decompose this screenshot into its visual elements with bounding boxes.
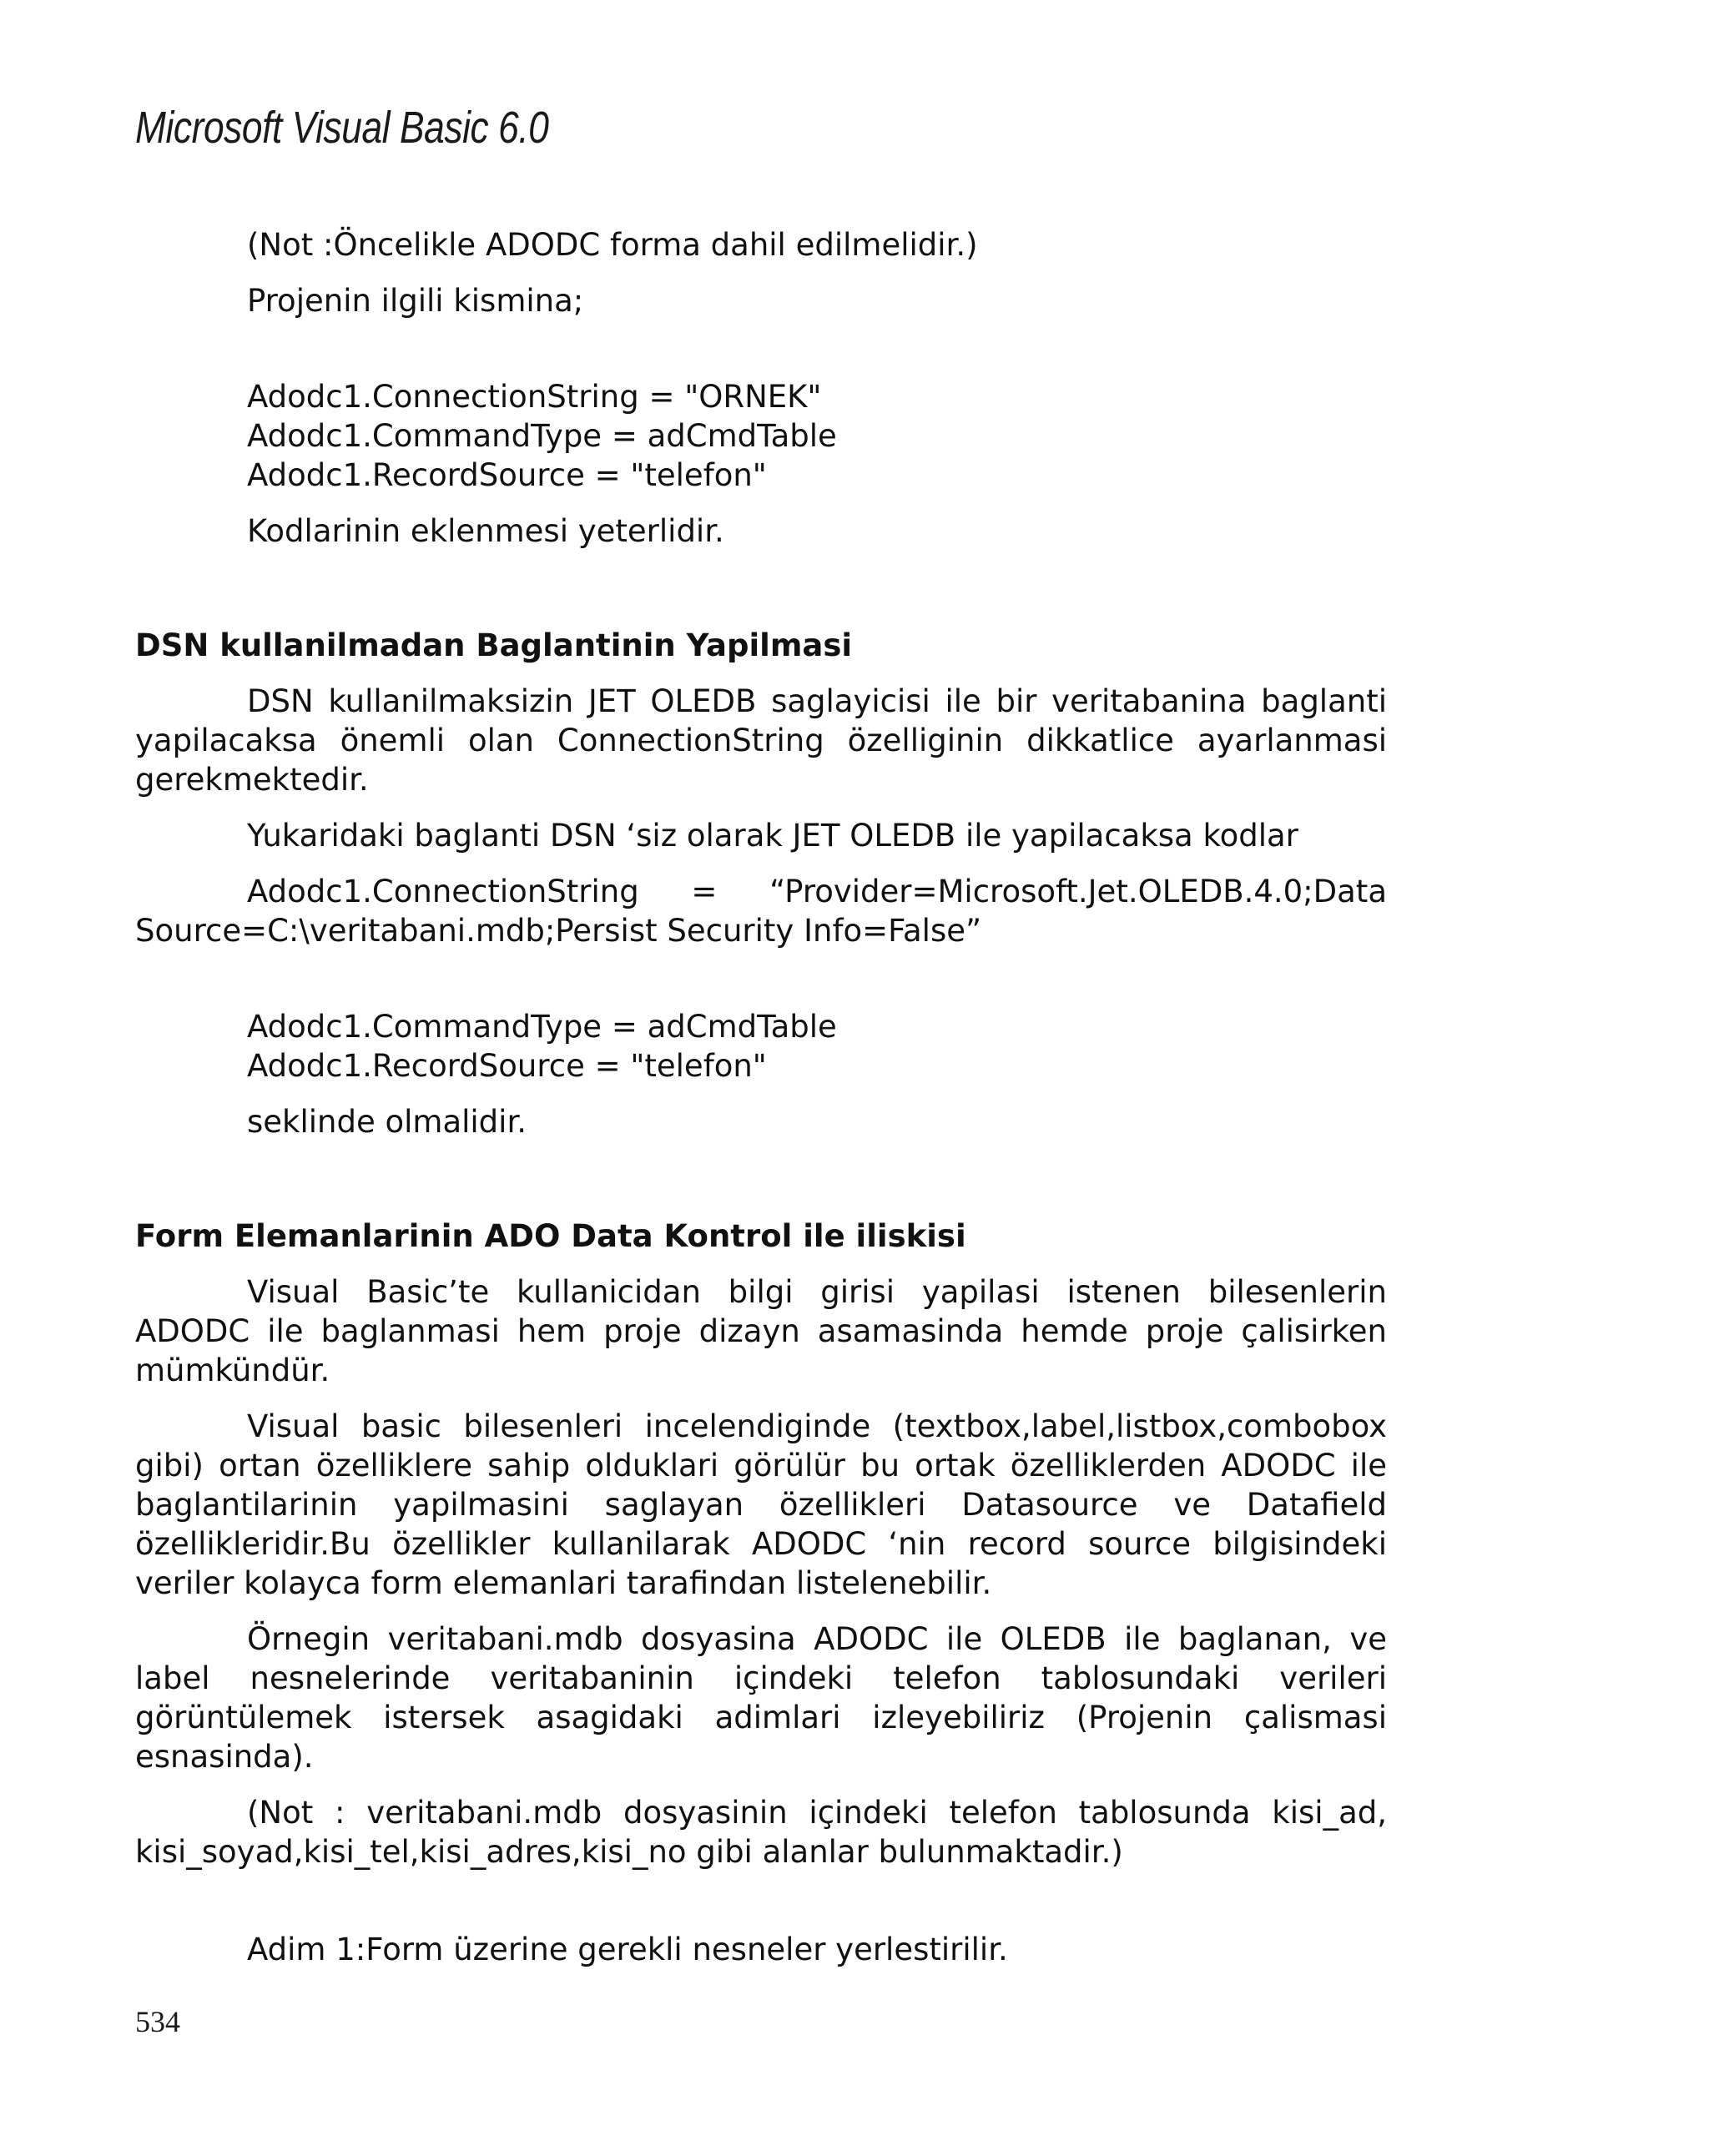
- code-block: [135, 1007, 1387, 1086]
- code-line: Adodc1.ConnectionString = "ORNEK": [247, 379, 822, 415]
- running-header: Microsoft Visual Basic 6.0: [135, 103, 549, 153]
- paragraph: Kodlarinin eklenmesi yeterlidir.: [247, 513, 724, 549]
- paragraph: Visual basic bilesenleri incelendiginde (textbox,label,listbox,combobox gibi) ortan özelliklere sahip olduklari görülür bu ortak özelliklerden ADODC ile baglantilarinin yapilmasini saglayan özellikleri Datasource ve Datafield özellikleridir.Bu özellikler kullanilarak ADODC ‘nin record source bilgisindeki veriler kolayca form elemanlari tarafindan listelenebilir.: [135, 1408, 1387, 1601]
- code-line: Adodc1.CommandType = adCmdTable: [247, 1009, 837, 1045]
- page-body: [135, 225, 1387, 1969]
- note-text: (Not :Öncelikle ADODC forma dahil edilmelidir.): [247, 227, 978, 263]
- code-line: Adodc1.CommandType = adCmdTable: [247, 418, 837, 454]
- code-paragraph: Adodc1.ConnectionString = “Provider=Microsoft.Jet.OLEDB.4.0;Data Source=C:\veritabani.mdb;Persist Security Info=False”: [135, 874, 1387, 949]
- section-heading: Form Elemanlarinin ADO Data Kontrol ile iliskisi: [135, 1218, 966, 1254]
- code-line: Adodc1.RecordSource = "telefon": [247, 457, 767, 493]
- paragraph: Yukaridaki baglanti DSN ‘siz olarak JET OLEDB ile yapilacaksa kodlar: [247, 818, 1298, 854]
- intro-text: Projenin ilgili kismina;: [247, 283, 584, 319]
- note-text: (Not : veritabani.mdb dosyasinin içindeki telefon tablosunda kisi_ad, kisi_soyad,kisi_tel,kisi_adres,kisi_no gibi alanlar bulunmaktadir.): [135, 1795, 1387, 1870]
- paragraph: Örnegin veritabani.mdb dosyasina ADODC ile OLEDB ile baglanan, ve label nesnelerinde veritabaninin içindeki telefon tablosundaki verileri görüntülemek istersek asagidaki adimlari izleyebiliriz (Projenin çalismasi esnasinda).: [135, 1621, 1387, 1775]
- paragraph: DSN kullanilmaksizin JET OLEDB saglayicisi ile bir veritabanina baglanti yapilacaksa önemli olan ConnectionString özelliginin dikkatlice ayarlanmasi gerekmektedir.: [135, 683, 1387, 798]
- code-line: Adodc1.RecordSource = "telefon": [247, 1048, 767, 1084]
- section-heading: DSN kullanilmadan Baglantinin Yapilmasi: [135, 627, 853, 663]
- paragraph: Visual Basic’te kullanicidan bilgi girisi yapilasi istenen bilesenlerin ADODC ile baglanmasi hem proje dizayn asamasinda hemde proje çalisirken mümkündür.: [135, 1274, 1387, 1388]
- step-text: Adim 1:Form üzerine gerekli nesneler yerlestirilir.: [247, 1932, 1008, 1967]
- page-number: 534: [135, 2005, 180, 2038]
- code-block: [135, 377, 1387, 495]
- paragraph: seklinde olmalidir.: [247, 1104, 527, 1140]
